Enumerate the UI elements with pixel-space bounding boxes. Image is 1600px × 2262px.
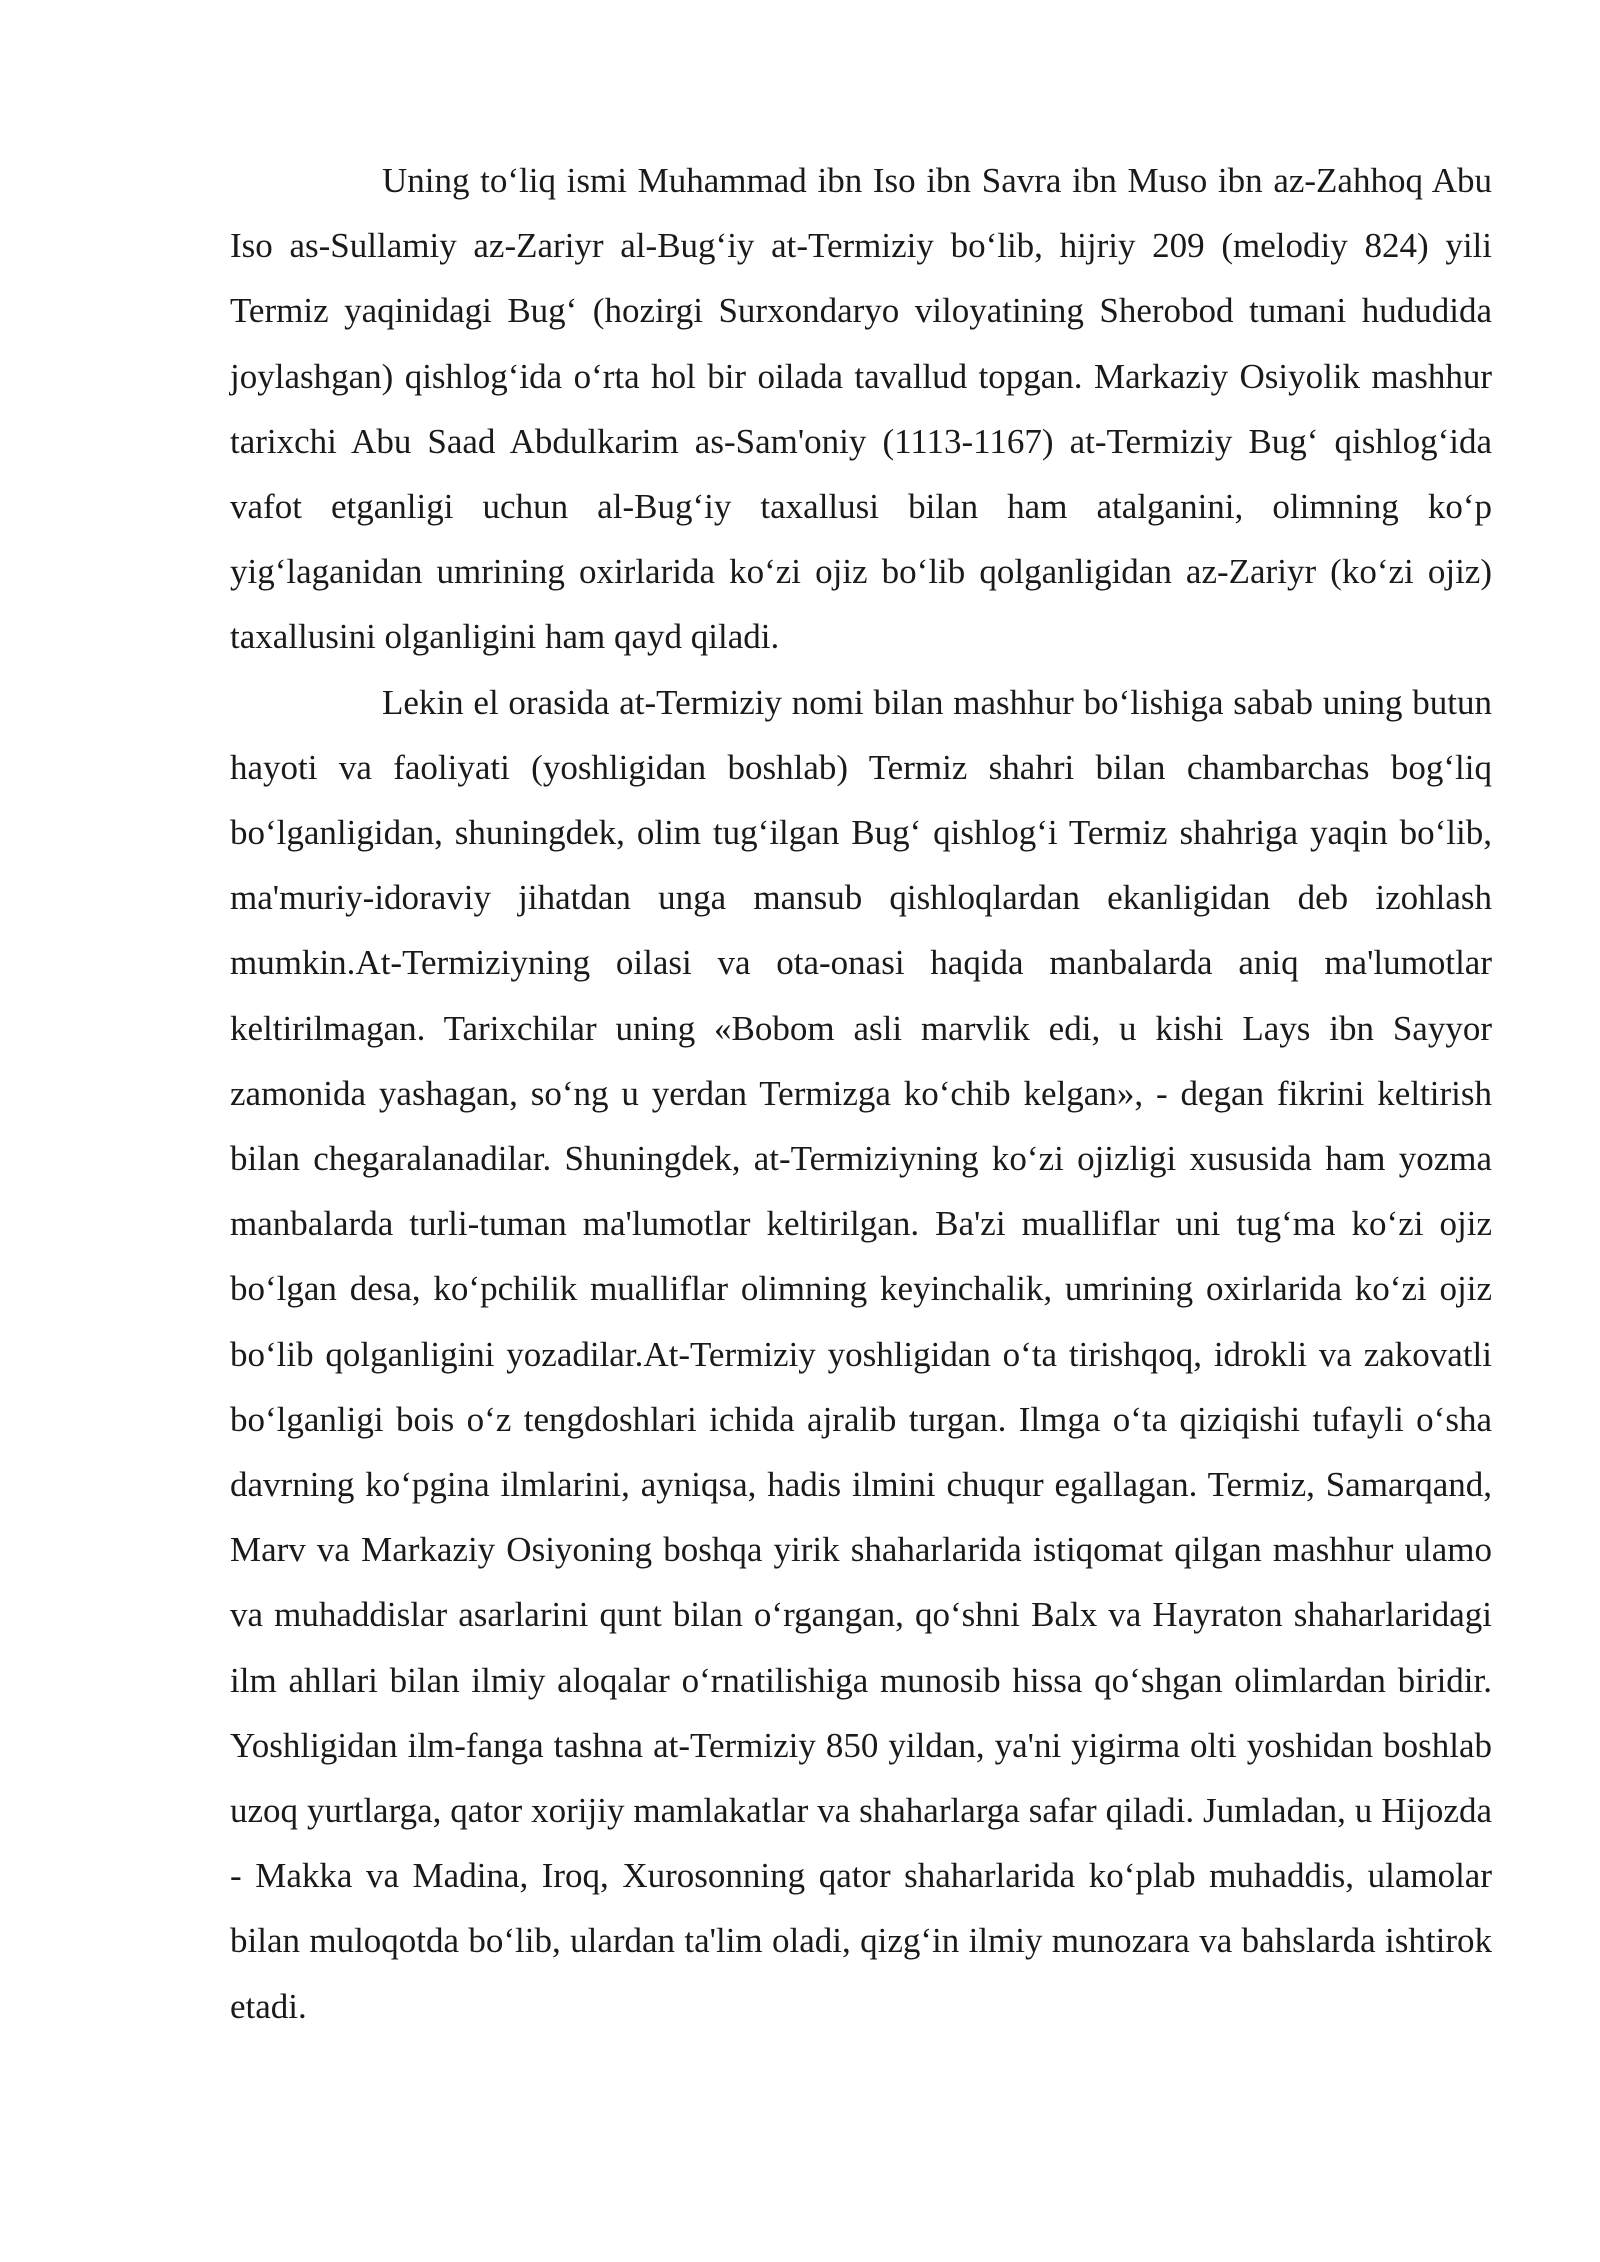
paragraph-1: Uning to‘liq ismi Muhammad ibn Iso ibn Savra ibn Muso ibn az-Zahhoq Abu Iso as-Sullamiy az-Zariyr al-Bug‘iy at-Termiziy bo‘lib, hijriy 209 (melodiy 824) yili Termiz yaqinidagi Bug‘ (hozirgi Surxondaryo viloyatining Sherobod tumani hududida joylashgan) qishlog‘ida o‘rta hol bir oilada tavallud topgan. Markaziy Osiyolik mashhur tarixchi Abu Saad Abdulkarim as-Sam'oniy (1113-1167) at-Termiziy Bug‘ qishlog‘ida vafot etganligi uchun al-Bug‘iy taxallusi bilan ham atalganini, olimning ko‘p yig‘laganidan umrining oxirlarida ko‘zi ojiz bo‘lib qolganligidan az-Zariyr (ko‘zi ojiz) taxallusini olganligini ham qayd qiladi.: [230, 161, 1492, 657]
body-text: [230, 148, 1492, 2039]
paragraph-2: Lekin el orasida at-Termiziy nomi bilan mashhur bo‘lishiga sabab uning butun hayoti va faoliyati (yoshligidan boshlab) Termiz shahri bilan chambarchas bog‘liq bo‘lganligidan, shuningdek, olim tug‘ilgan Bug‘ qishlog‘i Termiz shahriga yaqin bo‘lib, ma'muriy-idoraviy jihatdan unga mansub qishloqlardan ekanligidan deb izohlash mumkin.At-Termiziyning oilasi va ota-onasi haqida manbalarda aniq ma'lumotlar keltirilmagan. Tarixchilar uning «Bobom asli marvlik edi, u kishi Lays ibn Sayyor zamonida yashagan, so‘ng u yerdan Termizga ko‘chib kelgan», - degan fikrini keltirish bilan chegaralanadilar. Shuningdek, at-Termiziyning ko‘zi ojizligi xususida ham yozma manbalarda turli-tuman ma'lumotlar keltirilgan. Ba'zi mualliflar uni tug‘ma ko‘zi ojiz bo‘lgan desa, ko‘pchilik mualliflar olimning keyinchalik, umrining oxirlarida ko‘zi ojiz bo‘lib qolganligini yozadilar.At-Termiziy yoshligidan o‘ta tirishqoq, idrokli va zakovatli bo‘lganligi bois o‘z tengdoshlari ichida ajralib turgan. Ilmga o‘ta qiziqishi tufayli o‘sha davrning ko‘pgina ilmlarini, ayniqsa, hadis ilmini chuqur egallagan. Termiz, Samarqand, Marv va Markaziy Osiyoning boshqa yirik shaharlarida istiqomat qilgan mashhur ulamo va muhaddislar asarlarini qunt bilan o‘rgangan, qo‘shni Balx va Hayraton shaharlaridagi ilm ahllari bilan ilmiy aloqalar o‘rnatilishiga munosib hissa qo‘shgan olimlardan biridir. Yoshligidan ilm-fanga tashna at-Termiziy 850 yildan, ya'ni yigirma olti yoshidan boshlab uzoq yurtlarga, qator xorijiy mamlakatlar va shaharlarga safar qiladi. Jumladan, u Hijozda - Makka va Madina, Iroq, Xurosonning qator shaharlarida ko‘plab muhaddis, ulamolar bilan muloqotda bo‘lib, ulardan ta'lim oladi, qizg‘in ilmiy munozara va bahslarda ishtirok etadi.: [230, 682, 1492, 2026]
